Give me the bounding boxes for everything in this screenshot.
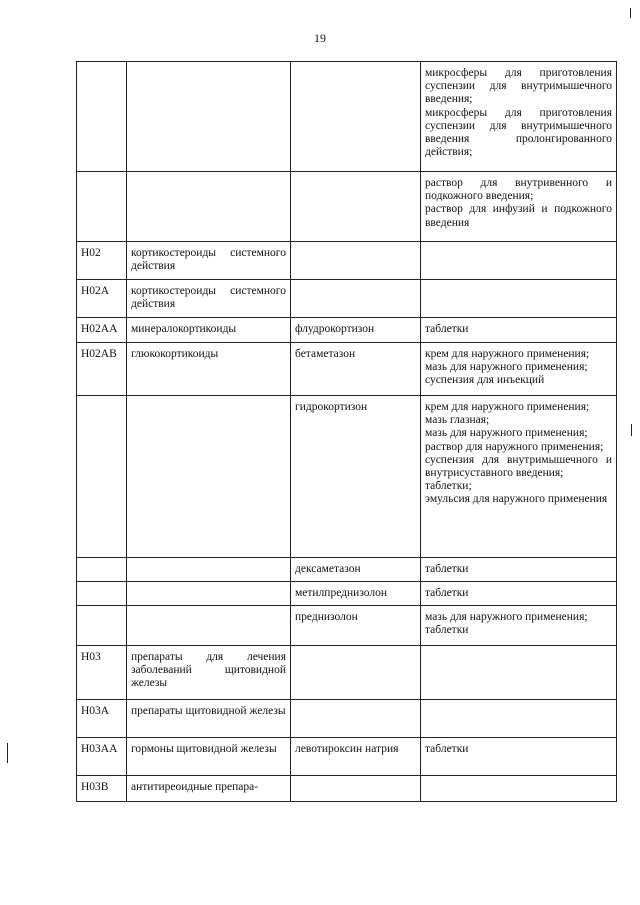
- drug-name-cell: метилпреднизолон: [291, 582, 421, 606]
- dosage-form-item: мазь для наружного применения;: [425, 611, 588, 623]
- group-name-cell: гормоны щитовидной железы: [127, 738, 291, 776]
- dosage-form-item: микросферы для приготовления суспензии для внутримышечного введения пролонгированного действия;: [425, 106, 612, 159]
- atc-code-cell: H02A: [77, 280, 127, 318]
- table-body: [77, 62, 617, 802]
- drug-name-cell: [291, 172, 421, 242]
- drug-name-cell: дексаметазон: [291, 558, 421, 582]
- table-row: [77, 646, 617, 700]
- atc-code-cell: [77, 606, 127, 646]
- group-name-cell: минералокортикоиды: [127, 318, 291, 343]
- dosage-forms-cell: [421, 738, 617, 776]
- table-row: [77, 242, 617, 280]
- group-name-cell: [127, 558, 291, 582]
- dosage-form-item: таблетки: [425, 743, 469, 755]
- dosage-form-item: мазь для наружного применения;: [425, 427, 588, 440]
- atc-code-cell: H03A: [77, 700, 127, 738]
- dosage-forms-cell: [421, 558, 617, 582]
- dosage-form-item: раствор для наружного применения;: [425, 440, 604, 453]
- drug-name-cell: преднизолон: [291, 606, 421, 646]
- drug-name-cell: флудрокортизон: [291, 318, 421, 343]
- table-row: [77, 738, 617, 776]
- dosage-form-item: раствор для внутривенного и подкожного введения;: [425, 177, 612, 203]
- dosage-forms-cell: [421, 646, 617, 700]
- dosage-form-item: таблетки: [425, 563, 469, 575]
- atc-code-cell: H02AB: [77, 343, 127, 396]
- dosage-form-item: суспензия для инъекций: [425, 374, 545, 387]
- dosage-forms-cell: [421, 776, 617, 802]
- dosage-form-item: раствор для инфузий и подкожного введения: [425, 203, 612, 229]
- group-name-cell: [127, 172, 291, 242]
- atc-code-cell: H02: [77, 242, 127, 280]
- table-row: [77, 558, 617, 582]
- dosage-forms-cell: [421, 172, 617, 242]
- atc-code-cell: H03B: [77, 776, 127, 802]
- drug-name-cell: [291, 62, 421, 172]
- dosage-form-item: мазь глазная;: [425, 414, 490, 427]
- table-row: [77, 396, 617, 558]
- scan-margin-mark: [631, 424, 632, 436]
- dosage-form-item: таблетки: [425, 587, 469, 599]
- atc-code-cell: [77, 582, 127, 606]
- table-row: [77, 280, 617, 318]
- atc-code-cell: [77, 396, 127, 558]
- drug-name-cell: [291, 242, 421, 280]
- atc-code-cell: H03AA: [77, 738, 127, 776]
- table-row: [77, 606, 617, 646]
- dosage-form-item: микросферы для приготовления суспензии для внутримышечного введения;: [425, 67, 612, 106]
- table-row: [77, 700, 617, 738]
- drug-name-cell: [291, 700, 421, 738]
- dosage-forms-cell: [421, 606, 617, 646]
- dosage-forms-cell: [421, 700, 617, 738]
- table-row: [77, 582, 617, 606]
- group-name-cell: [127, 606, 291, 646]
- dosage-form-item: суспензия для внутримышечного и внутрисуставного введения;: [425, 453, 612, 480]
- table-row: [77, 776, 617, 802]
- atc-code-cell: H03: [77, 646, 127, 700]
- drug-name-cell: бетаметазон: [291, 343, 421, 396]
- drug-name-cell: гидрокортизон: [291, 396, 421, 558]
- dosage-forms-cell: [421, 396, 617, 558]
- group-name-cell: антитиреоидные препара-: [127, 776, 291, 802]
- atc-code-cell: [77, 62, 127, 172]
- table-row: [77, 318, 617, 343]
- group-name-cell: [127, 62, 291, 172]
- dosage-forms-cell: [421, 582, 617, 606]
- table-row: [77, 62, 617, 172]
- group-name-cell: кортикостероиды системного действия: [127, 280, 291, 318]
- table-row: [77, 343, 617, 396]
- group-name-cell: [127, 582, 291, 606]
- atc-code-cell: H02AA: [77, 318, 127, 343]
- dosage-form-item: крем для наружного применения;: [425, 401, 590, 413]
- dosage-form-item: эмульсия для наружного применения: [425, 493, 608, 506]
- scan-margin-mark: [630, 8, 631, 18]
- dosage-form-item: таблетки: [425, 624, 469, 637]
- dosage-form-item: таблетки;: [425, 480, 472, 493]
- drug-name-cell: левотироксин натрия: [291, 738, 421, 776]
- scan-margin-mark: [7, 743, 8, 763]
- drug-name-cell: [291, 776, 421, 802]
- dosage-forms-cell: [421, 318, 617, 343]
- dosage-form-item: таблетки: [425, 323, 469, 335]
- page-number: 19: [314, 31, 326, 45]
- atc-code-cell: [77, 172, 127, 242]
- group-name-cell: препараты щитовидной железы: [127, 700, 291, 738]
- drug-name-cell: [291, 646, 421, 700]
- dosage-form-item: мазь для наружного применения;: [425, 361, 588, 374]
- dosage-forms-cell: [421, 280, 617, 318]
- dosage-forms-cell: [421, 242, 617, 280]
- atc-code-cell: [77, 558, 127, 582]
- group-name-cell: глюкокортикоиды: [127, 343, 291, 396]
- drug-name-cell: [291, 280, 421, 318]
- drug-table: [76, 61, 617, 802]
- dosage-form-item: крем для наружного применения;: [425, 348, 590, 360]
- group-name-cell: препараты для лечения заболеваний щитовидной железы: [127, 646, 291, 700]
- dosage-forms-cell: [421, 343, 617, 396]
- group-name-cell: кортикостероиды системного действия: [127, 242, 291, 280]
- dosage-forms-cell: [421, 62, 617, 172]
- table-row: [77, 172, 617, 242]
- group-name-cell: [127, 396, 291, 558]
